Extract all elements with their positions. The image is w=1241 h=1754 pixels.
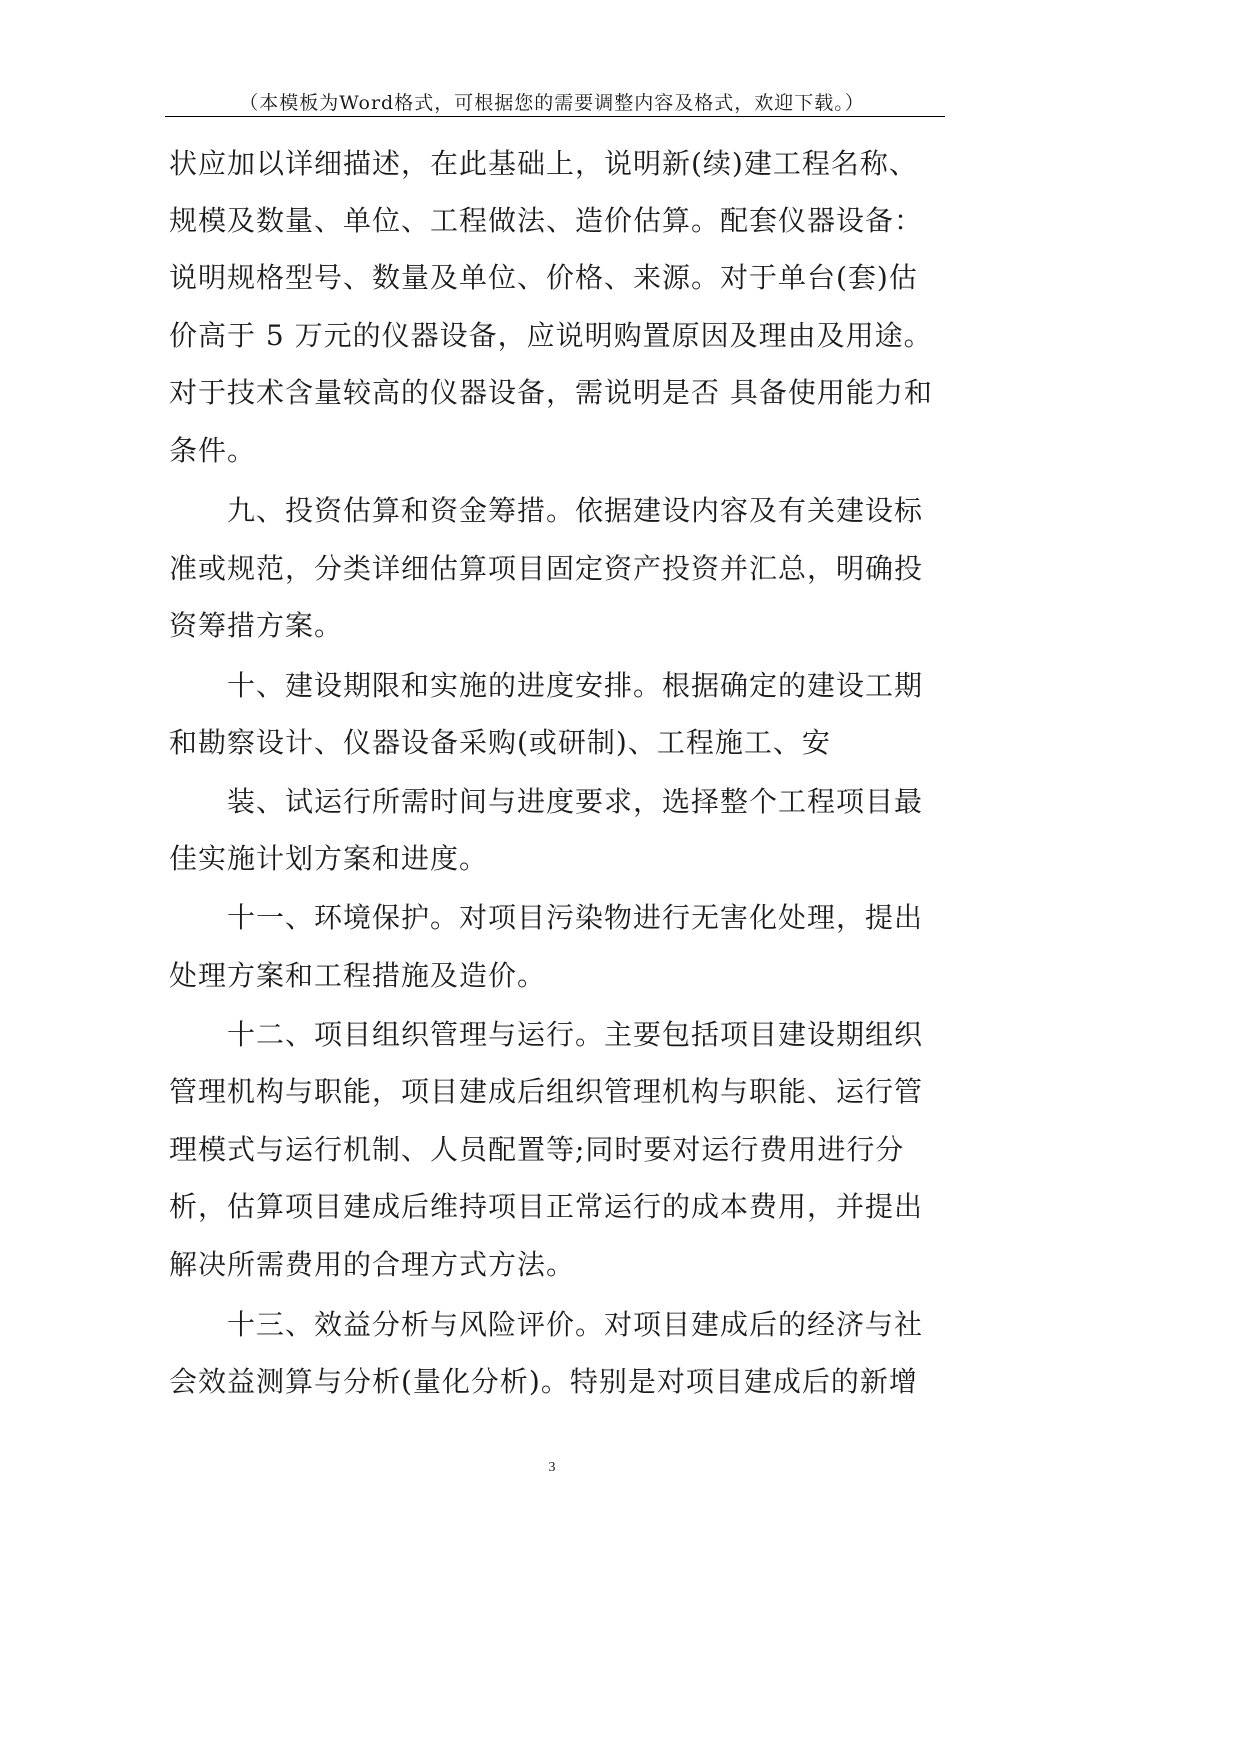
body-line: 九、投资估算和资金筹措。依据建设内容及有关建设标 [169, 494, 924, 527]
body-line: 十、建设期限和实施的进度安排。根据确定的建设工期 [169, 669, 924, 702]
body-line: 价高于 5 万元的仪器设备，应说明购置原因及理由及用途。 [169, 319, 933, 352]
body-line: 十三、效益分析与风险评价。对项目建成后的经济与社 [169, 1308, 924, 1341]
body-line: 解决所需费用的合理方式方法。 [169, 1248, 576, 1281]
body-line: 条件。 [169, 434, 257, 467]
body-line: 和勘察设计、仪器设备采购(或研制)、工程施工、安 [169, 726, 831, 759]
body-line: 说明规格型号、数量及单位、价格、来源。对于单台(套)估 [169, 261, 918, 294]
body-line: 析，估算项目建成后维持项目正常运行的成本费用，并提出 [169, 1190, 924, 1223]
header-divider [165, 116, 945, 117]
body-line: 处理方案和工程措施及造价。 [169, 959, 547, 992]
body-line: 理模式与运行机制、人员配置等;同时要对运行费用进行分 [169, 1133, 905, 1166]
body-line: 规模及数量、单位、工程做法、造价估算。配套仪器设备： [169, 204, 924, 237]
body-line: 对于技术含量较高的仪器设备，需说明是否 具备使用能力和 [169, 376, 933, 409]
body-line: 管理机构与职能，项目建成后组织管理机构与职能、运行管 [169, 1075, 924, 1108]
body-line: 资筹措方案。 [169, 609, 344, 642]
body-line: 会效益测算与分析(量化分析)。特别是对项目建成后的新增 [169, 1365, 918, 1398]
body-line: 十一、环境保护。对项目污染物进行无害化处理，提出 [169, 901, 924, 934]
page-number: 3 [548, 1460, 556, 1475]
body-line: 装、试运行所需时间与进度要求，选择整个工程项目最 [169, 785, 924, 818]
template-notice: （本模板为Word格式，可根据您的需要调整内容及格式，欢迎下载。） [239, 92, 865, 114]
body-line: 状应加以详细描述，在此基础上，说明新(续)建工程名称、 [169, 147, 918, 180]
body-line: 准或规范，分类详细估算项目固定资产投资并汇总，明确投 [169, 552, 924, 585]
body-line: 佳实施计划方案和进度。 [169, 842, 489, 875]
body-line: 十二、项目组织管理与运行。主要包括项目建设期组织 [169, 1018, 924, 1051]
